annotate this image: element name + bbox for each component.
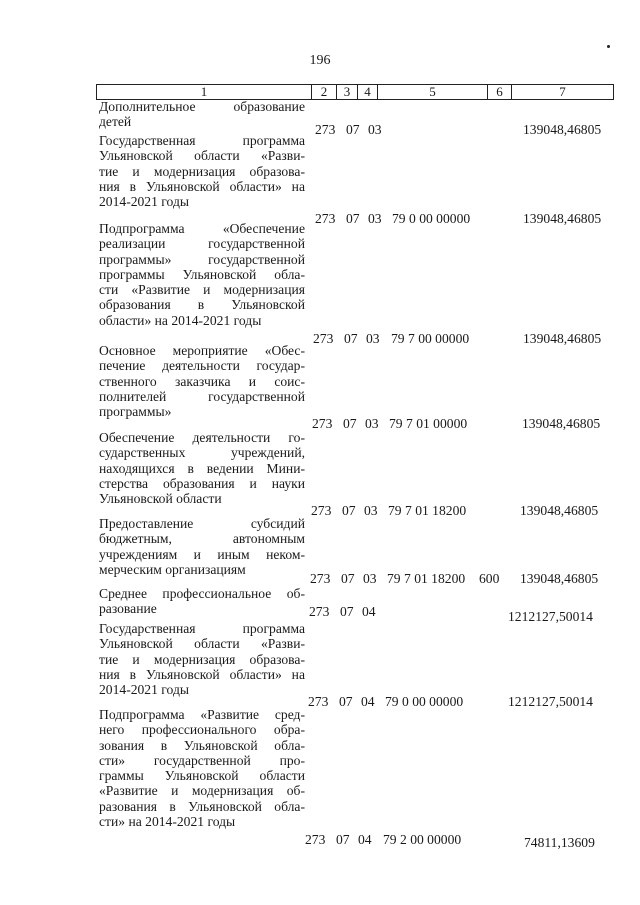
description-line: образования в Ульяновской xyxy=(99,297,305,313)
description-line: сти «Развитие и модернизация xyxy=(99,282,305,298)
description-line: программы Ульяновской обла- xyxy=(99,266,305,282)
description-line: 2014-2021 годы xyxy=(99,194,189,210)
amount: 139048,46805 xyxy=(523,122,602,137)
description-line: находящихся в ведении Мини- xyxy=(99,460,305,476)
section-code: 07 xyxy=(342,503,356,518)
description-line: ственного заказчика и соис- xyxy=(99,373,305,389)
header-col-3: 3 xyxy=(336,85,357,99)
description-line: «Развитие и модернизация об- xyxy=(99,783,305,799)
budget-code: 273 xyxy=(311,503,332,518)
description-line: Обеспечение деятельности го- xyxy=(99,430,305,445)
row-description xyxy=(99,343,305,419)
amount: 1212127,50014 xyxy=(508,609,593,624)
section-code: 07 xyxy=(340,604,354,619)
description-line: сти» государственной про- xyxy=(99,752,305,768)
description-line: Ульяновской области «Разви- xyxy=(99,636,305,652)
description-line: разования в Ульяновской обла- xyxy=(99,798,305,814)
subsection-code: 04 xyxy=(362,604,376,619)
description-line: полнителей государственной xyxy=(99,388,305,404)
row-description xyxy=(99,586,305,617)
subsection-code: 03 xyxy=(368,122,382,137)
description-line: стерства образования и науки xyxy=(99,475,305,491)
description-line: детей xyxy=(99,114,132,130)
section-code: 07 xyxy=(343,416,357,431)
subsection-code: 03 xyxy=(364,503,378,518)
budget-code: 273 xyxy=(313,331,334,346)
target-code: 79 0 00 00000 xyxy=(392,211,471,226)
amount: 139048,46805 xyxy=(523,211,602,226)
description-line: программы» xyxy=(99,404,172,420)
description-line: Государственная программа xyxy=(99,621,305,636)
row-description xyxy=(99,221,305,328)
description-line: ния в Ульяновской области» на xyxy=(99,178,305,194)
header-col-2: 2 xyxy=(311,85,336,99)
row-description xyxy=(99,707,305,829)
description-line: печение деятельности государ- xyxy=(99,358,305,374)
description-line: Подпрограмма «Обеспечение xyxy=(99,221,305,236)
table-header xyxy=(96,84,614,100)
section-code: 07 xyxy=(339,694,353,709)
description-line: граммы Ульяновской области xyxy=(99,768,305,784)
budget-code: 273 xyxy=(315,211,336,226)
amount: 139048,46805 xyxy=(520,503,599,518)
description-line: Ульяновской области xyxy=(99,491,222,507)
subsection-code: 03 xyxy=(363,571,377,586)
description-line: мерческим организациям xyxy=(99,561,246,577)
description-line: ния в Ульяновской области» на xyxy=(99,666,305,682)
header-col-1: 1 xyxy=(200,84,208,99)
expense-type-code: 600 xyxy=(479,571,500,586)
target-code: 79 0 00 00000 xyxy=(385,694,464,709)
description-line: Предоставление субсидий xyxy=(99,516,305,531)
description-line: сударственных учреждений, xyxy=(99,445,305,461)
description-line: тие и модернизация образова- xyxy=(99,163,305,179)
row-description xyxy=(99,621,305,697)
header-col-7: 7 xyxy=(511,85,613,99)
target-code: 79 7 01 18200 xyxy=(387,571,466,586)
description-line: реализации государственной xyxy=(99,236,305,252)
description-line: сти» на 2014-2021 годы xyxy=(99,814,236,830)
subsection-code: 03 xyxy=(368,211,382,226)
amount: 139048,46805 xyxy=(523,331,602,346)
description-line: области» на 2014-2021 годы xyxy=(99,312,262,328)
budget-code: 273 xyxy=(305,832,326,847)
target-code: 79 7 01 18200 xyxy=(388,503,467,518)
budget-code: 273 xyxy=(309,604,330,619)
amount: 1212127,50014 xyxy=(508,694,593,709)
target-code: 79 7 01 00000 xyxy=(389,416,468,431)
description-line: Подпрограмма «Развитие сред- xyxy=(99,707,305,722)
row-description xyxy=(99,430,305,506)
section-code: 07 xyxy=(341,571,355,586)
header-col-5: 5 xyxy=(377,85,487,99)
budget-code: 273 xyxy=(312,416,333,431)
section-code: 07 xyxy=(336,832,350,847)
description-line: Дополнительное образование xyxy=(99,99,305,114)
section-code: 07 xyxy=(346,122,360,137)
target-code: 79 7 00 00000 xyxy=(391,331,470,346)
amount: 139048,46805 xyxy=(520,571,599,586)
description-line: него профессионального обра- xyxy=(99,722,305,738)
description-line: Среднее профессиональное об- xyxy=(99,586,305,601)
description-line: разование xyxy=(99,601,157,617)
amount: 74811,13609 xyxy=(524,835,595,850)
subsection-code: 03 xyxy=(366,331,380,346)
header-col-6: 6 xyxy=(487,85,511,99)
budget-code: 273 xyxy=(310,571,331,586)
subsection-code: 03 xyxy=(365,416,379,431)
section-code: 07 xyxy=(344,331,358,346)
header-col-4: 4 xyxy=(357,85,377,99)
amount: 139048,46805 xyxy=(522,416,601,431)
subsection-code: 04 xyxy=(358,832,372,847)
row-description xyxy=(99,99,305,130)
description-line: бюджетным, автономным xyxy=(99,531,305,547)
description-line: 2014-2021 годы xyxy=(99,682,189,698)
scan-speck xyxy=(607,45,610,48)
row-description xyxy=(99,133,305,209)
description-line: Основное мероприятие «Обес- xyxy=(99,343,305,358)
description-line: тие и модернизация образова- xyxy=(99,651,305,667)
section-code: 07 xyxy=(346,211,360,226)
subsection-code: 04 xyxy=(361,694,375,709)
budget-code: 273 xyxy=(308,694,329,709)
description-line: Ульяновской области «Разви- xyxy=(99,148,305,164)
description-line: программы» государственной xyxy=(99,251,305,267)
description-line: учреждениям и иным неком- xyxy=(99,546,305,562)
description-line: Государственная программа xyxy=(99,133,305,148)
page-number: 196 xyxy=(309,53,331,68)
target-code: 79 2 00 00000 xyxy=(383,832,462,847)
budget-code: 273 xyxy=(315,122,336,137)
description-line: зования в Ульяновской обла- xyxy=(99,737,305,753)
row-description xyxy=(99,516,305,577)
